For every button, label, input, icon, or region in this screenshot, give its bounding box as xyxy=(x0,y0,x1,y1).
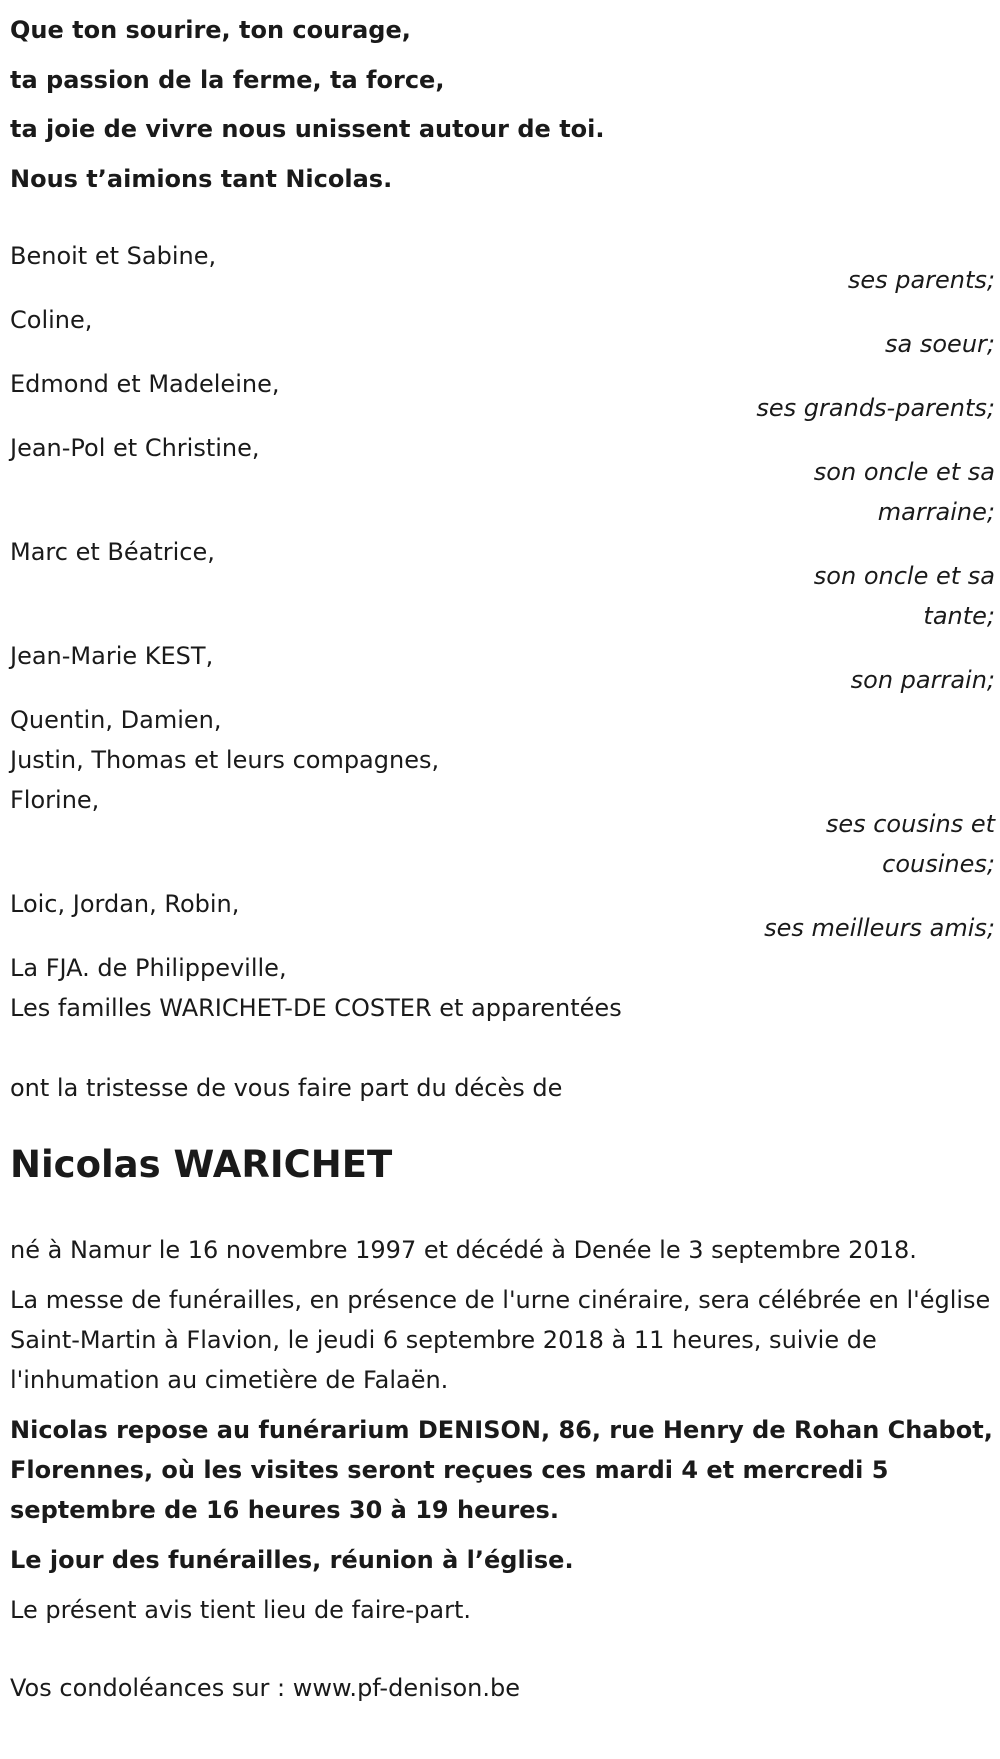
deceased-name: Nicolas WARICHET xyxy=(10,1143,393,1186)
family-list xyxy=(10,236,995,1028)
family-role-line: son oncle et sa xyxy=(813,458,995,486)
family-role xyxy=(695,556,995,636)
family-role-line: marraine; xyxy=(877,498,995,526)
family-role xyxy=(575,908,995,948)
family-names: Justin, Thomas et leurs compagnes, xyxy=(10,746,440,774)
family-entry-uncle-aunt xyxy=(10,532,995,636)
opening-verse xyxy=(10,6,995,204)
family-role xyxy=(695,260,995,300)
family-entry-parents xyxy=(10,236,995,300)
closing-names xyxy=(10,948,995,1028)
family-entry-grandparents xyxy=(10,364,995,428)
family-role-line: tante; xyxy=(923,602,995,630)
family-names: Loic, Jordan, Robin, xyxy=(10,890,240,918)
family-names: Edmond et Madeleine, xyxy=(10,370,280,398)
family-role xyxy=(695,452,995,532)
family-role xyxy=(575,388,995,428)
family-role-line: ses parents; xyxy=(847,266,995,294)
family-role xyxy=(695,660,995,700)
family-role xyxy=(695,324,995,364)
verse-line-2: ta passion de la ferme, ta force, xyxy=(10,65,445,94)
family-role-line: cousines; xyxy=(882,850,995,878)
family-entry-sister xyxy=(10,300,995,364)
funeral-mass-text: La messe de funérailles, en présence de l'urne cinéraire, sera célébrée en l'église Saint-Martin à Flavion, le jeudi 6 septembre 2018 à 11 heures, suivie de l'inhumation au cimetière de Falaën. xyxy=(10,1286,991,1394)
family-names: Quentin, Damien, xyxy=(10,706,222,734)
family-entry-uncle-godmother xyxy=(10,428,995,532)
closing-name-line: La FJA. de Philippeville, xyxy=(10,954,287,982)
announcement: ont la tristesse de vous faire part du décès de xyxy=(10,1074,563,1102)
notice-text: Le présent avis tient lieu de faire-part. xyxy=(10,1596,472,1624)
verse-line-1: Que ton sourire, ton courage, xyxy=(10,16,411,44)
condolences-link[interactable]: Vos condoléances sur : www.pf-denison.be xyxy=(10,1674,520,1702)
family-entry-godfather xyxy=(10,636,995,700)
closing-name-line: Les familles WARICHET-DE COSTER et apparentées xyxy=(10,994,622,1022)
family-names: Florine, xyxy=(10,786,100,814)
family-entry-cousins xyxy=(10,700,995,884)
family-names: Marc et Béatrice, xyxy=(10,538,215,566)
obituary-notice xyxy=(10,0,995,1708)
family-role-line: ses grands-parents; xyxy=(756,394,995,422)
verse-line-4: Nous t’aimions tant Nicolas. xyxy=(10,164,393,193)
family-names: Jean-Marie KEST, xyxy=(10,642,214,670)
family-role-line: ses meilleurs amis; xyxy=(764,914,995,942)
family-role-line: sa soeur; xyxy=(885,330,995,358)
family-entry-best-friends xyxy=(10,884,995,948)
verse-line-3: ta joie de vivre nous unissent autour de toi. xyxy=(10,115,605,143)
family-names: Jean-Pol et Christine, xyxy=(10,434,260,462)
family-role-line: son parrain; xyxy=(850,666,995,694)
family-names: Coline, xyxy=(10,306,93,334)
family-role-line: ses cousins et xyxy=(825,810,995,838)
family-role xyxy=(695,804,995,884)
birth-death-text: né à Namur le 16 novembre 1997 et décédé à Denée le 3 septembre 2018. xyxy=(10,1236,917,1264)
visitation-text: Nicolas repose au funérarium DENISON, 86, rue Henry de Rohan Chabot, Florennes, où les visites seront reçues ces mardi 4 et mercredi 5 septembre de 16 heures 30 à 19 heures. xyxy=(10,1416,993,1524)
family-role-line: son oncle et sa xyxy=(813,562,995,590)
meeting-text: Le jour des funérailles, réunion à l’église. xyxy=(10,1546,574,1574)
family-names: Benoit et Sabine, xyxy=(10,242,217,270)
